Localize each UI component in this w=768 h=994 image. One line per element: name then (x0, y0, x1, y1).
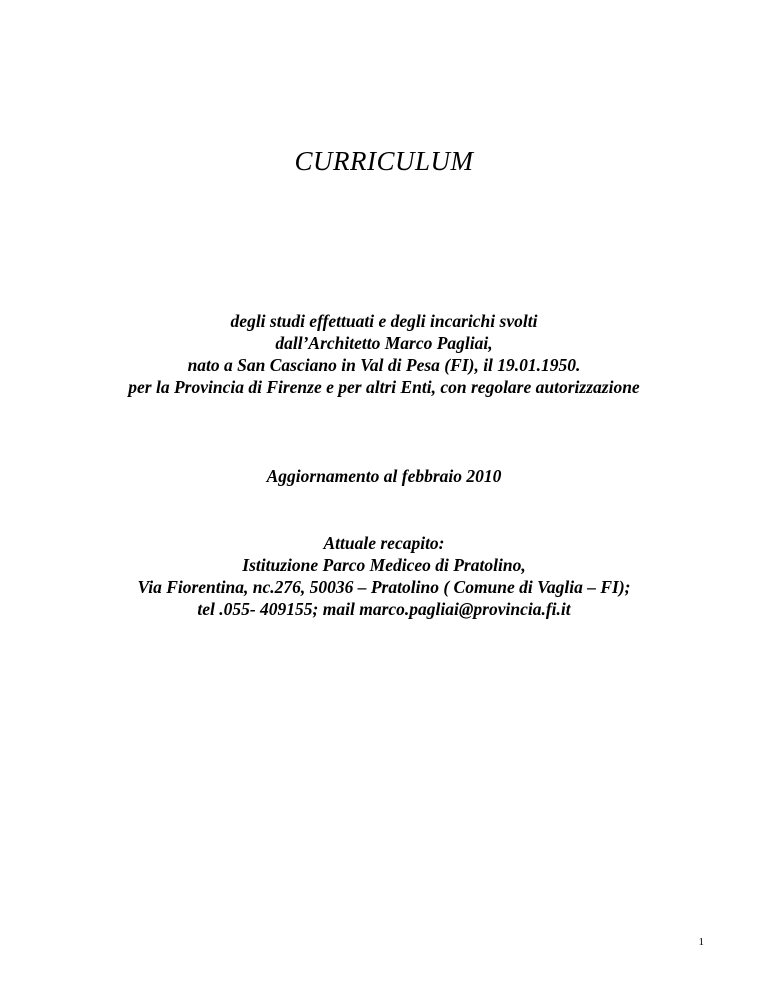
intro-line: degli studi effettuati e degli incarichi svolti (230, 311, 538, 331)
update-block (0, 465, 768, 487)
intro-line: nato a San Casciano in Val di Pesa (FI), il 19.01.1950. (187, 355, 581, 375)
page-number: 1 (698, 936, 704, 948)
contact-block (0, 532, 768, 620)
intro-block (0, 310, 768, 398)
contact-line: Istituzione Parco Mediceo di Pratolino, (242, 555, 526, 575)
contact-line: Via Fiorentina, nc.276, 50036 – Pratolino ( Comune di Vaglia – FI); (137, 577, 631, 597)
contact-line: Attuale recapito: (323, 533, 445, 553)
contact-line: tel .055- 409155; mail marco.pagliai@provincia.fi.it (197, 599, 571, 619)
intro-line: per la Provincia di Firenze e per altri Enti, con regolare autorizzazione (128, 377, 640, 397)
document-title: CURRICULUM (294, 146, 474, 176)
intro-line: dall’Architetto Marco Pagliai, (275, 333, 493, 353)
update-line: Aggiornamento al febbraio 2010 (266, 466, 502, 486)
